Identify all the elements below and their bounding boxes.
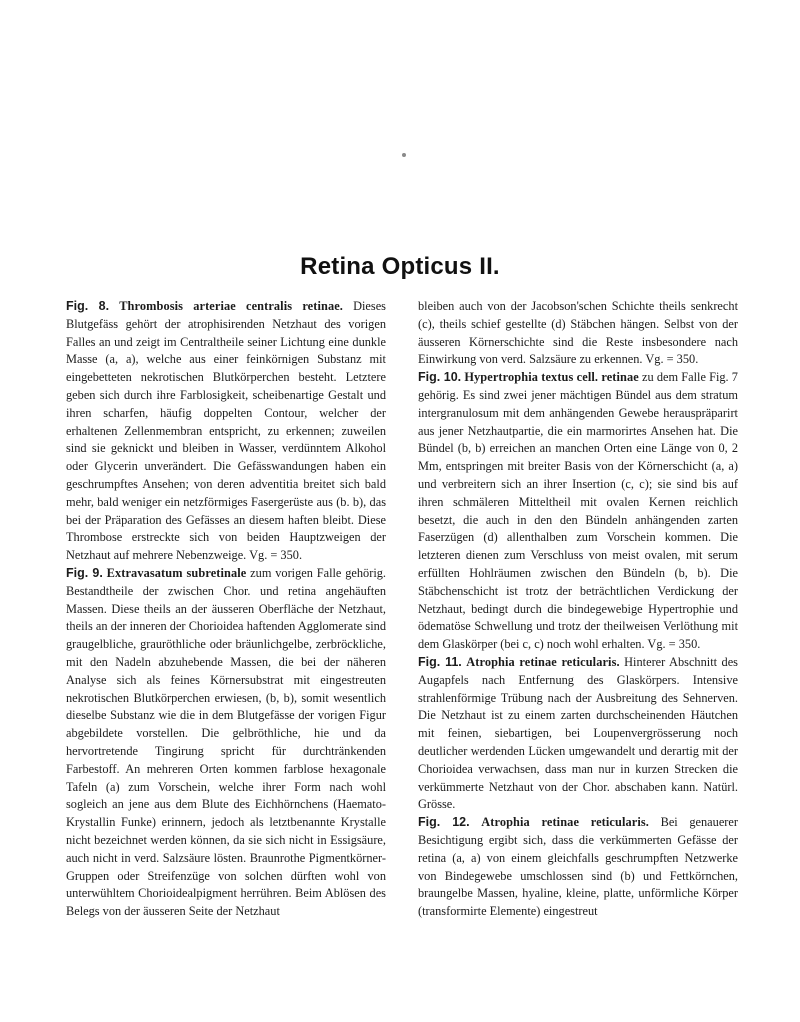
paragraph-fig-9 — [66, 565, 386, 921]
paragraph-text: Dieses Blutgefäss gehört der atrophisirenden Netzhaut des vorigen Falles an und zeigt im Centraltheile seiner Lichtung eine dunkle Masse (a, a), welche aus einer feinkörnigen Substanz mit eingebetteten nekrotischen Blutkörperchen besteht. Letztere geben sich durch ihre Farblosigkeit, scheibenartige Gestalt und ihren scharfen, häufig doppelten Contour, welcher der erhaltenen Zellenmembran entspricht, zu erkennen; zuweilen sind sie geknickt und bleiben in Wasser, verdünntem Alkohol oder Glycerin unverändert. Die Gefässwandungen haben ein geschrumpftes Ansehen; von deren adventitia breitet sich bald mehr, bald weniger ein netzförmiges Fasergerüste aus (b. b), das bei der Präparation des Gefässes an diesem haften bleibt. Diese Thrombose erstreckte sich von beiden Hauptzweigen der Netzhaut auf mehrere Nebenzweige. Vg. = 350. — [66, 299, 386, 563]
figure-number: Fig. 11. — [418, 654, 462, 669]
paragraph-fig-11 — [418, 654, 738, 814]
paragraph-fig-8 — [66, 298, 386, 565]
speck-mark — [402, 153, 406, 157]
paragraph-fig-9-continued — [418, 298, 738, 369]
figure-number: Fig. 9. — [66, 565, 103, 580]
figure-title: Thrombosis arteriae centralis retinae. — [119, 299, 343, 313]
figure-number: Fig. 12. — [418, 815, 470, 830]
paragraph-text: zu dem Falle Fig. 7 gehörig. Es sind zwei jener mächtigen Bündel aus dem stratum intergranulosum mit dem anhängenden Gewebe herauspräparirt aus jener Netzhautpartie, die ein marmorirtes Ansehen hat. Die Bündel (b, b) erreichen an manchen Orten eine Länge von 0, 2 Mm, entspringen mit breiter Basis von der Körnerschicht (a, a) und verbreitern sich an ihrer Insertion (c, c); sie sind bis auf ihren schmäleren Mitteltheil mit ovalen Kernen reichlich besetzt, die auch in den den Bündeln anhängenden zarten Faserzügen (d) allenthalben zum Vorschein kommen. Die letzteren dienen zum Verschluss von meist ovalen, mit serum erfüllten Hohlräumen zwischen den Bündeln (b, b). Die Stäbchenschicht ist trotz der beträchtlichen Verdickung der Netzhaut, bedingt durch die bindegewebige Hypertrophie und ödematöse Schwellung und trotz der theilweisen Verlöthung mit dem Glaskörper (bei c, c) noch wohl erhalten. Vg. = 350. — [418, 370, 738, 652]
left-column — [66, 298, 386, 921]
figure-title: Atrophia retinae reticularis. — [466, 654, 620, 669]
paragraph-text: Bei genauerer Besichtigung ergibt sich, dass die verkümmerten Gefässe der retina (a, a) von einem gleichfalls geschrumpften Netzwerke von Bindegewebe umschlossen sind (b) und Fettkörnchen, braungelbe Massen, hyaline, kleine, platte, unförmliche Körper (transformirte Elemente) eingestreut — [418, 815, 739, 919]
paragraph-text: Hinterer Abschnitt des Augapfels nach Entfernung des Glaskörpers. Intensive strahlenförmige Trübung nach der Ausbreitung des Sehnerven. Die Netzhaut ist zu einem zarten durchscheinenden Häutchen mit feinen, siebartigen, bei Loupenvergrösserung noch deutlicher werdenden Lücken umgewandelt und derartig mit der Chorioidea verwachsen, dass man nur in kurzen Strecken die verkümmerte Netzhaut von der Chor. abschaben kann. Natürl. Grösse. — [418, 654, 738, 812]
paragraph-fig-12 — [418, 814, 738, 921]
figure-number: Fig. 10. — [418, 370, 462, 385]
page-heading: Retina Opticus II. — [300, 253, 500, 280]
right-column — [418, 298, 738, 921]
figure-title: Hypertrophia textus cell. retinae — [464, 370, 639, 385]
figure-number: Fig. 8. — [66, 299, 110, 313]
figure-title: Extravasatum subretinale — [106, 565, 247, 580]
figure-title: Atrophia retinae reticularis. — [481, 815, 649, 830]
paragraph-text: bleiben auch von der Jacobson'schen Schichte theils senkrecht (c), theils schief gestellte (d) Stäbchen hängen. Selbst von der äusseren Körnerschichte sind die Reste insbesondere nach Einwirkung von verd. Salzsäure zu erkennen. Vg. = 350. — [418, 299, 738, 367]
paragraph-text: zum vorigen Falle gehörig. Bestandtheile der zwischen Chor. und retina angehäuften Massen. Diese theils an der äusseren Oberfläche der Netzhaut, theils an der inneren der Chorioidea haftenden Agglomerate sind graugelbliche, grauröthliche oder bräunlichgelbe, zerbröckliche, mit den Nadeln abzuhebende Massen, die bei der näheren Analyse sich als feines Körnersubstrat mit eingestreuten nekrotischen Blutkörperchen erwiesen, (b, b), somit wesentlich dieselbe Substanz wie die in dem Blutgefässe der vorigen Figur abgebildete vorstellen. Die gelbröthliche, hie und da hervortretende Tingirung spricht für durchtränkenden Farbestoff. An mehreren Orten kommen farblose hexagonale Tafeln (a) zum Vorschein, welche ihrer Form nach wohl sogleich an jene aus dem Blute des Eichhörnchens (Haemato-Krystallin Funke) erinnern, jedoch als letztbenannte Krystalle nicht bezeichnet werden können, da sie sich nicht in Essigsäure, auch nicht in verd. Salzsäure lösten. Braunrothe Pigmentkörner-Gruppen oder Streifenzüge von solchen dürften wohl von unterwühltem Chorioidealpigment herrühren. Beim Ablösen des Belegs von der äusseren Seite der Netzhaut — [66, 565, 387, 919]
paragraph-fig-10 — [418, 369, 738, 654]
